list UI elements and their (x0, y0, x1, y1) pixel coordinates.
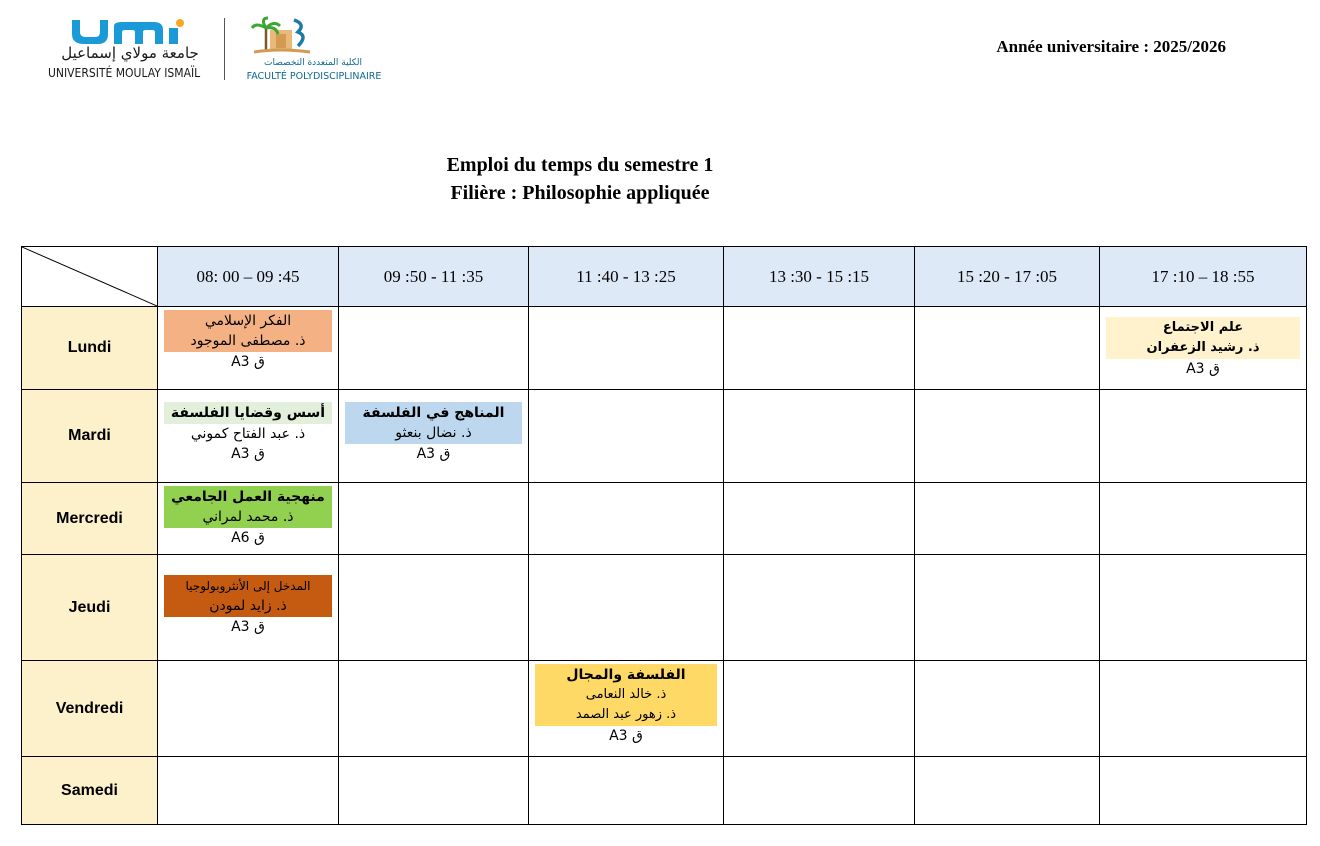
course-name: الفلسفة والمجال (566, 667, 686, 683)
table-row (22, 483, 1307, 555)
course-professor: ذ. نضال بنعثو (395, 425, 472, 441)
course-highlight (164, 575, 332, 617)
course-professor: ذ. خالد النعامى (585, 687, 667, 702)
empty-cell (529, 555, 724, 661)
course-highlight (164, 402, 332, 424)
empty-cell (1100, 390, 1307, 483)
table-row (22, 390, 1307, 483)
timetable-header-row (22, 247, 1307, 307)
empty-cell (529, 307, 724, 390)
empty-cell (915, 661, 1100, 757)
empty-cell (158, 661, 339, 757)
empty-cell (724, 307, 915, 390)
course-block (164, 575, 332, 637)
timetable (21, 246, 1307, 825)
course-room: ق A3 (609, 728, 643, 744)
course-name: علم الاجتماع (1162, 320, 1244, 335)
course-professor: ذ. محمد لمراني (202, 509, 294, 525)
course-professor: ذ. زايد لمودن (209, 598, 287, 614)
page-subtitle: Filière : Philosophie appliquée (450, 182, 710, 204)
empty-cell (339, 661, 529, 757)
empty-cell (724, 757, 915, 825)
empty-cell (915, 483, 1100, 555)
empty-cell (339, 757, 529, 825)
empty-cell (1100, 555, 1307, 661)
course-room: ق A3 (231, 354, 265, 370)
page-title: Emploi du temps du semestre 1 (446, 154, 714, 176)
course-block (164, 486, 332, 548)
course-professor-2: ذ. زهور عبد الصمد (575, 707, 677, 722)
course-cell (158, 307, 339, 390)
day-label: Jeudi (22, 555, 158, 661)
empty-cell (158, 757, 339, 825)
empty-cell (724, 555, 915, 661)
course-professor: ذ. رشيد الزعفران (1146, 340, 1260, 355)
course-cell (158, 555, 339, 661)
empty-cell (1100, 757, 1307, 825)
day-label: Samedi (22, 757, 158, 825)
empty-cell (529, 390, 724, 483)
course-professor: ذ. عبد الفتاح كموني (190, 426, 306, 442)
university-arabic-name: جامعة مولاي إسماعيل (61, 44, 199, 62)
day-label: Lundi (22, 307, 158, 390)
table-row (22, 757, 1307, 825)
course-highlight (535, 664, 717, 726)
course-cell (529, 661, 724, 757)
time-slot-header: 11 :40 - 13 :25 (529, 247, 724, 307)
diagonal-line-icon (22, 247, 157, 306)
empty-cell (529, 483, 724, 555)
course-name: أسس وقضايا الفلسفة (170, 405, 326, 421)
course-block (535, 664, 717, 746)
course-room: ق A3 (416, 446, 451, 462)
university-french-name: UNIVERSITÉ MOULAY ISMAÏL (48, 66, 201, 80)
umi-logo-mark-icon (68, 18, 188, 46)
time-slot-header: 17 :10 – 18 :55 (1100, 247, 1307, 307)
time-slot-header: 13 :30 - 15 :15 (724, 247, 915, 307)
faculty-arabic-name: الكلية المتعددة التخصصات (264, 58, 362, 68)
empty-cell (529, 757, 724, 825)
course-name: الفكر الإسلامي (204, 313, 292, 329)
course-room: ق A3 (231, 619, 265, 635)
course-room: ق A3 (1186, 361, 1220, 377)
empty-cell (339, 483, 529, 555)
empty-cell (339, 555, 529, 661)
time-slot-header: 08: 00 – 09 :45 (158, 247, 339, 307)
course-cell (339, 390, 529, 483)
logo-divider (224, 18, 225, 80)
course-cell (158, 483, 339, 555)
course-room: ق A3 (231, 446, 265, 462)
course-name: المدخل إلى الأنثروبولوجيا (185, 579, 311, 593)
empty-cell (915, 307, 1100, 390)
day-label: Mardi (22, 390, 158, 483)
table-row (22, 555, 1307, 661)
time-slot-header: 15 :20 - 17 :05 (915, 247, 1100, 307)
faculty-french-name: FACULTÉ POLYDISCIPLINAIRE (246, 71, 382, 82)
course-block (345, 402, 522, 464)
course-block (164, 402, 332, 464)
course-name: المناهج في الفلسفة (362, 405, 505, 421)
table-row (22, 307, 1307, 390)
course-highlight (164, 310, 332, 352)
empty-cell (1100, 661, 1307, 757)
course-name: منهجية العمل الجامعي (171, 489, 325, 505)
empty-cell (339, 307, 529, 390)
palm-tree-logo-icon (250, 16, 322, 60)
course-highlight (345, 402, 522, 444)
course-block (1106, 317, 1300, 379)
day-label: Vendredi (22, 661, 158, 757)
day-label: Mercredi (22, 483, 158, 555)
course-highlight (164, 486, 332, 528)
empty-cell (915, 555, 1100, 661)
academic-year: Année universitaire : 2025/2026 (996, 37, 1226, 56)
course-block (164, 310, 332, 372)
empty-cell (724, 661, 915, 757)
course-highlight (1106, 317, 1300, 359)
empty-cell (724, 483, 915, 555)
empty-cell (915, 390, 1100, 483)
time-slot-header: 09 :50 - 11 :35 (339, 247, 529, 307)
empty-cell (724, 390, 915, 483)
empty-cell (1100, 483, 1307, 555)
course-cell (158, 390, 339, 483)
course-room: ق A6 (231, 530, 265, 546)
faculty-logo (244, 16, 384, 82)
course-cell (1100, 307, 1307, 390)
university-logo (46, 16, 216, 82)
course-professor: ذ. مصطفى الموجود (190, 333, 306, 349)
corner-cell (22, 247, 158, 307)
empty-cell (915, 757, 1100, 825)
table-row (22, 661, 1307, 757)
